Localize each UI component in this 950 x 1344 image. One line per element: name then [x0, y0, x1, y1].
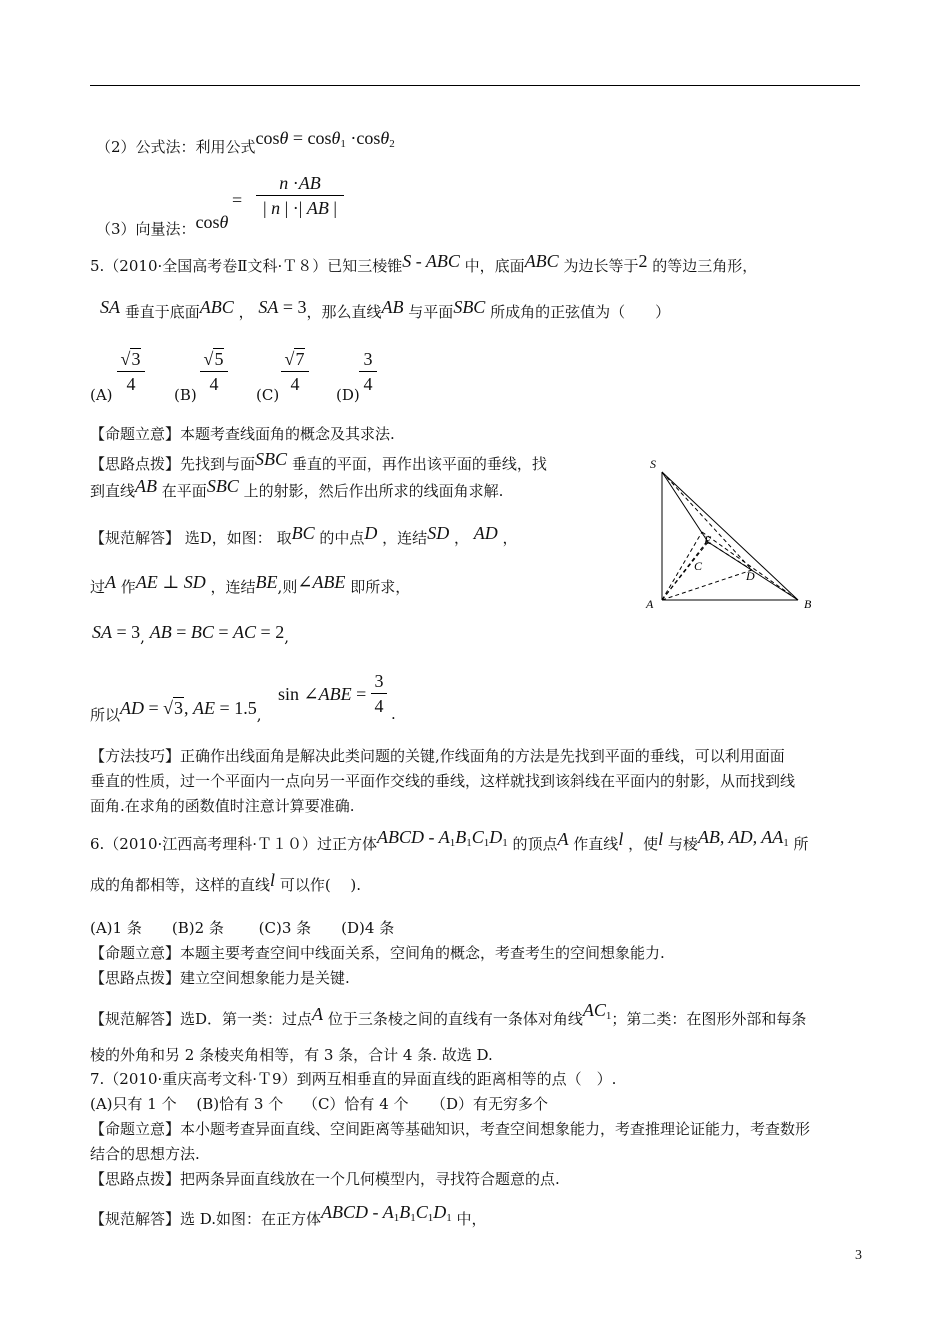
- q5-tech-line3: 面角.在求角的函数值时注意计算要准确.: [90, 797, 355, 815]
- q5-tech-line1: 【方法技巧】正确作出线面角是解决此类问题的关键,作线面角的方法是先找到平面的垂线，可以利用面面: [90, 747, 785, 765]
- equals-sign: =: [232, 190, 243, 210]
- question-5-line1: 5.（2010·全国高考卷Ⅱ文科·Ｔ８）已知三棱锥S - ABC 中，底面ABC 为边长等于2 的等边三角形，: [90, 251, 758, 275]
- q7-intent-line2: 结合的思想方法.: [90, 1145, 200, 1163]
- q5-answer-line3: SA = 3, AB = BC = AC = 2,: [92, 622, 289, 646]
- label-d: D: [746, 569, 755, 583]
- option-c-label: (C): [256, 386, 280, 404]
- q7-answer: 【规范解答】选 D.如图：在正方体ABCD - $A_1B_1C_1D_1$ 中，: [90, 1202, 487, 1228]
- option-b-value: √5 4: [200, 348, 228, 395]
- q5-answer-line1: 【规范解答】 选D，如图： 取BC 的中点D ，连结SD ， AD ，: [90, 523, 518, 547]
- q6-answer-line1: 【规范解答】选D．第一类：过点A 位于三条棱之间的直线有一条体对角线$AC_1$；第二类：在图形外部和每条: [90, 1000, 807, 1028]
- label-s: S: [650, 457, 656, 471]
- q6-hint: 【思路点拨】建立空间想象能力是关键.: [90, 969, 350, 987]
- q7-intent-line1: 【命题立意】本小题考查异面直线、空间距离等基础知识，考查空间想象能力，考查推理论证能力，考查数形: [90, 1120, 811, 1138]
- question-5-line2: SA 垂直于底面ABC ， SA = 3，那么直线AB 与平面SBC 所成角的正弦值为（ ）: [100, 297, 671, 321]
- period: .: [391, 705, 396, 723]
- q6-intent: 【命题立意】本题主要考查空间中线面关系，空间角的概念，考查考生的空间想象能力.: [90, 944, 665, 962]
- label-c: C: [694, 559, 703, 573]
- text-line: [96, 128, 395, 162]
- sin-value: 3 4: [371, 670, 387, 717]
- label-b: B: [804, 597, 812, 611]
- formula: cosθ = cosθ$_1$ ·cosθ$_2$: [255, 128, 395, 150]
- option-a-value: √3 4: [117, 348, 145, 395]
- q5-intent: 【命题立意】本题考查线面角的概念及其求法.: [90, 425, 395, 443]
- option-d-label: (D): [336, 386, 360, 404]
- option-c-value: √7 4: [281, 348, 309, 395]
- question-6-line1: 6.（2010·江西高考理科·Ｔ１０）过正方体ABCD - $A_1B_1C_1D_1$ 的顶点A 作直线l ，使l 与棱AB, AD, $AA_1$ 所: [90, 827, 809, 853]
- label-e: E: [704, 533, 712, 547]
- text-line: [96, 212, 229, 239]
- q5-answer-line2: 过A 作AE ⊥ SD ，连结BE,则∠ABE 即所求，: [90, 572, 411, 596]
- sin-formula: sin ∠ABE =: [278, 684, 367, 704]
- header-rule: [90, 85, 860, 86]
- label-a: A: [646, 597, 654, 611]
- q7-options: (A)只有 1 个 (B)恰有 3 个 （C）恰有 4 个 （D）有无穷多个: [90, 1095, 549, 1113]
- q7-hint: 【思路点拨】把两条异面直线放在一个几何模型内，寻找符合题意的点.: [90, 1170, 560, 1188]
- formula: cosθ: [195, 212, 229, 232]
- option-d-value: 3 4: [359, 348, 377, 395]
- question-6-line2: 成的角都相等，这样的直线l 可以作( ).: [90, 870, 362, 894]
- q5-hint-line2: 到直线AB 在平面SBC 上的射影，然后作出所求的线面角求解.: [90, 476, 504, 500]
- question-7: 7.（2010·重庆高考文科·Ｔ9）到两互相垂直的异面直线的距离相等的点（ ）.: [90, 1070, 617, 1088]
- page-number: 3: [855, 1248, 862, 1263]
- q5-tech-line2: 垂直的性质，过一个平面内一点向另一平面作交线的垂线，这样就找到该斜线在平面内的射影，从而找到线: [90, 772, 796, 790]
- q5-answer-line4: 所以AD = √3, AE = 1.5,: [90, 698, 262, 724]
- q5-hint-line1: 【思路点拨】先找到与面SBC 垂直的平面，再作出该平面的垂线，找: [90, 449, 547, 473]
- q6-options: (A)1 条 (B)2 条 (C)3 条 (D)4 条: [90, 919, 395, 937]
- option-b-label: (B): [174, 386, 197, 404]
- text: （2）公式法：利用公式: [96, 138, 256, 156]
- q6-answer-line2: 棱的外角和另 2 条棱夹角相等，有 3 条，合计 4 条. 故选 D.: [90, 1046, 493, 1064]
- text: （3）向量法：: [96, 220, 196, 238]
- option-a-label: (A): [90, 386, 113, 404]
- vector-fraction: n ·AB | n | ·| AB |: [256, 172, 344, 219]
- pyramid-figure: [640, 452, 825, 614]
